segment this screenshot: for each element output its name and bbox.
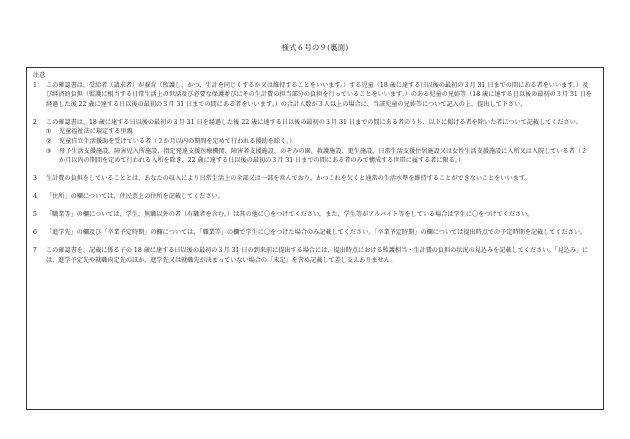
note-item-7 — [33, 246, 593, 265]
subitem-symbol: ① — [46, 128, 52, 136]
note-text: 生計費の負担をしていることとは、あなたの収入により日常生活上の全部又は一部を営んでおり、かつこれを欠くと通常の生活水準を維持することができないことをいいます。 — [46, 175, 531, 183]
note-number: 6 — [33, 229, 37, 237]
note-subitem-2 — [46, 137, 593, 147]
subitem-text: 母子生活支援施設、障害児入所施設、指定発達支援医療機関、障害者支援施設、のぞみの園、救護施設、更生施設、日常生活支援住居施設又は女性生活支援施設に入所又は入院している者（２か月以内の期間を定めて行われる入所を除き、22 歳に達する日以後の最初の３月 31 日までの間にある者のみで構成する世帯に属する者に限る。） — [59, 147, 588, 165]
note-item-4 — [33, 192, 593, 202]
subitem-text: 児童福祉法に規定する里親 — [59, 128, 133, 136]
note-number: 4 — [33, 193, 37, 201]
note-number: 5 — [33, 211, 37, 219]
page-title: 様式６号の９(裏面) — [281, 43, 349, 52]
note-item-1 — [33, 81, 593, 110]
note-subitem-1 — [46, 127, 593, 137]
note-text: 「職業等」の欄については、学生、無職以外の者（有職者を含む。）は其の他に〇をつけてください。また、学生等がアルバイト等をしている場合は学生に〇をつけてください。 — [46, 211, 534, 219]
note-number: 7 — [33, 247, 37, 255]
subitem-symbol: ② — [46, 137, 52, 145]
note-number: 2 — [33, 118, 37, 126]
note-text: 「進学先」の欄及び「卒業予定時期」の欄については、「職業等」の欄で学生に〇をつけた場合のみ記載してください。「卒業予定時期」の欄については提出時点での予定時期を記載してください。 — [46, 229, 587, 237]
note-subitem-3 — [46, 147, 593, 166]
note-number: 3 — [33, 175, 37, 183]
note-text: 「住所」の欄については、住民票上の住所を記載してください。 — [46, 193, 224, 201]
note-item-5 — [33, 210, 593, 220]
subitem-symbol: ③ — [46, 147, 52, 155]
note-item-3 — [33, 174, 593, 184]
note-text: この確認書を、記載に係る子の 18 歳に達する日以後の最初の３月 31 日の到来前に提出する場合には、提出時点における監護相当・生計費の負担の状況の見込みを記載してください。「見込み」には、進学予定先や就職内定先のほか、進学先又は就職先が決まっていない場合の「未定」を含め記載して差し支えありません。 — [46, 247, 589, 264]
subitem-text: 児童自立生活援助を受けている者（２か月以内の期間を定めて行われる援助を除く。） — [59, 137, 296, 145]
note-number: 1 — [33, 81, 37, 89]
notes-box — [26, 67, 604, 410]
note-item-6 — [33, 228, 593, 238]
note-text: この確認書は、18 歳に達する日以後の最初の３月 31 日を経過した後 22 歳に達する日以後の最初の３月 31 日までの間にある者のうち、以下に掲げる者を除いた者について記載してください。 — [46, 118, 583, 126]
note-item-2 — [33, 118, 593, 166]
note-text: この確認書は、受給者（請求者）が養育（監護し、かつ、生計を同じくするか又は維持することをいいます。）する児童（18 歳に達する日以後の最初の３月 31 日までの間にある者をいいます。）及び経済的負担（監護に相当する日常生活上の世話及び必要な保護並びにその生計費の担当部分の負担を行っていることをいいます。）のある児童の兄姉等（18 歳に達する日以後の最初の３月 31 日を経過した後 22 歳に達する日以後の最初の３月 31 日までの間にある者をいいます。）の合計人数が３人以上の場合に、当該児童の兄姉等について記入の上、提出して下さい。 — [46, 81, 593, 108]
notes-heading: 注意 — [33, 72, 46, 79]
